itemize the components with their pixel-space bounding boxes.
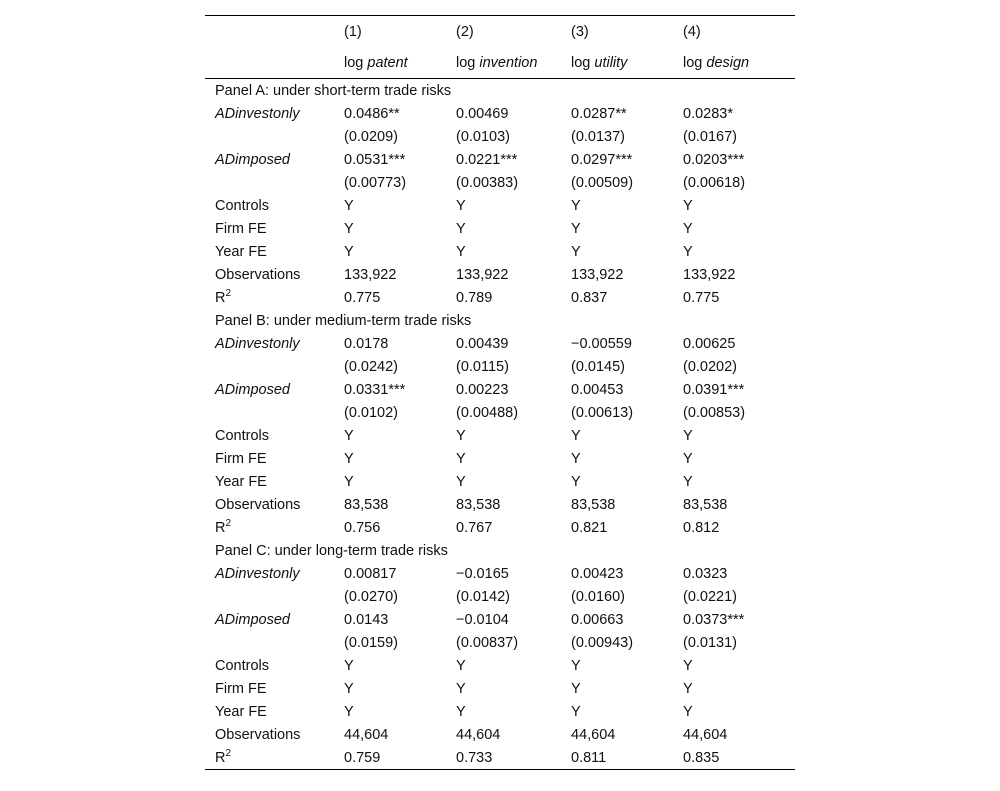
row-label [205,287,344,306]
bottom-rule [205,769,795,770]
r2-superscript: 2 [225,287,232,299]
controls-row [205,194,795,217]
table-cell: 0.00469 [456,105,509,122]
r2-base: R [215,289,226,306]
r-squared-row [205,286,795,309]
adimposed-row [205,378,795,401]
table-cell: 83,538 [456,496,501,513]
table-cell: 0.0178 [344,335,389,352]
table-cell: Y [344,220,354,237]
table-cell: 133,922 [683,266,736,283]
row-label-text: Observations [215,726,301,743]
table-cell: (0.0159) [344,634,399,651]
table-cell: (0.0145) [571,358,626,375]
r2-base: R [215,749,226,766]
row-label-text: ADinvestonly [215,565,300,582]
table-cell: 133,922 [456,266,509,283]
firm-fe-row [205,677,795,700]
table-cell: Y [683,220,693,237]
row-label [205,336,344,352]
adinvestonly-se-row [205,355,795,378]
table-cell: 0.0287** [571,105,627,122]
row-label [205,106,344,122]
row-label [205,428,344,444]
table-cell: Y [683,427,693,444]
table-cell: Y [456,220,466,237]
row-label-text: Firm FE [215,450,267,467]
table-cell: (0.0137) [571,128,626,145]
table-cell: 0.00423 [571,565,624,582]
row-label-text: ADimposed [215,611,290,628]
table-cell: 44,604 [456,726,501,743]
table-cell: Y [456,427,466,444]
table-cell: (0.00383) [456,174,519,191]
table-cell: (0.0209) [344,128,399,145]
table-cell: Y [683,243,693,260]
table-cell: Y [456,243,466,260]
table-cell: Y [683,197,693,214]
table-cell: Y [344,197,354,214]
r-squared-row [205,746,795,769]
table-cell: (0.0270) [344,588,399,605]
row-label-text: Year FE [215,703,267,720]
table-cell: Y [571,657,581,674]
header-depvar: log patent [344,54,408,71]
table-cell: 0.811 [571,749,607,766]
row-label-text: ADinvestonly [215,105,300,122]
table-cell: 0.00625 [683,335,736,352]
controls-row [205,654,795,677]
row-label [205,612,344,628]
table-cell: 0.837 [571,289,608,306]
table-cell: −0.0104 [456,611,509,628]
observations-row [205,723,795,746]
row-label-text: ADimposed [215,151,290,168]
table-cell: (0.00773) [344,174,407,191]
table-cell: (0.00509) [571,174,634,191]
table-cell: 0.821 [571,519,608,536]
row-label [205,681,344,697]
table-cell: 0.789 [456,289,493,306]
row-label [205,198,344,214]
table-cell: Y [344,450,354,467]
table-cell: Y [571,197,581,214]
table-cell: 0.0297*** [571,151,633,168]
row-label-text: Year FE [215,473,267,490]
row-label [205,517,344,536]
table-cell: 0.0221*** [456,151,518,168]
adinvestonly-row [205,102,795,125]
header-depvar: log invention [456,54,538,71]
firm-fe-row [205,217,795,240]
row-label [205,658,344,674]
adinvestonly-row [205,332,795,355]
table-cell: 0.775 [683,289,720,306]
adinvestonly-se-row [205,585,795,608]
table-cell: 0.0486** [344,105,400,122]
firm-fe-row [205,447,795,470]
table-cell: 0.0391*** [683,381,745,398]
panel-title-row [205,539,795,562]
table-cell: 133,922 [571,266,624,283]
table-cell: 0.775 [344,289,381,306]
row-label-text: Controls [215,657,269,674]
table-cell: 44,604 [344,726,389,743]
table-cell: (0.0221) [683,588,738,605]
header-col-number: (2) [456,23,474,40]
row-label [205,704,344,720]
table-cell: (0.0142) [456,588,511,605]
header-depvar: log design [683,54,750,71]
controls-row [205,424,795,447]
table-cell: (0.0167) [683,128,738,145]
table-cell: 0.756 [344,519,381,536]
table-cell: 0.0323 [683,565,728,582]
table-cell: −0.0165 [456,565,509,582]
adimposed-se-row [205,631,795,654]
row-label-text: ADimposed [215,381,290,398]
header-col-number: (3) [571,23,589,40]
r2-superscript: 2 [225,747,232,759]
row-label [205,474,344,490]
table-cell: Y [344,680,354,697]
table-cell: 0.00817 [344,565,397,582]
table-cell: 0.759 [344,749,381,766]
table-cell: 44,604 [683,726,728,743]
row-label-text: Observations [215,496,301,513]
table-cell: 0.0331*** [344,381,406,398]
table-cell: (0.00853) [683,404,746,421]
table-cell: 0.812 [683,519,720,536]
row-label [205,451,344,467]
table-cell: Y [571,427,581,444]
row-label [205,267,344,283]
r-squared-row [205,516,795,539]
table-cell: Y [344,427,354,444]
table-cell: (0.0160) [571,588,626,605]
table-cell: (0.00613) [571,404,634,421]
table-cell: Y [571,680,581,697]
table-cell: 83,538 [344,496,389,513]
table-cell: 0.767 [456,519,493,536]
observations-row [205,263,795,286]
adimposed-se-row [205,401,795,424]
header-col-number: (4) [683,23,701,40]
table-cell: 0.0373*** [683,611,745,628]
adinvestonly-se-row [205,125,795,148]
r2-superscript: 2 [225,517,232,529]
table-cell: Y [571,450,581,467]
table-cell: Y [456,197,466,214]
table-cell: (0.00837) [456,634,519,651]
table-cell: (0.00618) [683,174,746,191]
table-cell: Y [683,703,693,720]
table-cell: 0.835 [683,749,720,766]
observations-row [205,493,795,516]
table-cell: 0.733 [456,749,493,766]
table-cell: Y [344,703,354,720]
adimposed-se-row [205,171,795,194]
table-cell: Y [456,703,466,720]
table-cell: (0.0102) [344,404,399,421]
header-col-number: (1) [344,23,362,40]
row-label-text: Firm FE [215,220,267,237]
table-cell: 0.00439 [456,335,509,352]
header-depvar: log utility [571,54,628,71]
panel-title-row [205,309,795,332]
table-header [205,16,795,78]
table-cell: Y [571,473,581,490]
table-cell: 83,538 [683,496,728,513]
row-label-text: Firm FE [215,680,267,697]
table-cell: Y [571,220,581,237]
regression-table [205,15,795,770]
table-cell: 0.0203*** [683,151,745,168]
row-label-text: Year FE [215,243,267,260]
table-cell: Y [683,473,693,490]
table-cell: (0.00488) [456,404,519,421]
row-label-text: Controls [215,427,269,444]
row-label [205,497,344,513]
panel-title-row [205,79,795,102]
table-cell: Y [344,473,354,490]
table-cell: Y [456,450,466,467]
table-cell: Y [344,657,354,674]
table-cell: 0.0143 [344,611,389,628]
table-cell: Y [456,657,466,674]
row-label [205,244,344,260]
year-fe-row [205,470,795,493]
row-label [205,152,344,168]
table-cell: Y [683,450,693,467]
panel-title: Panel A: under short-term trade risks [215,82,452,99]
row-label [205,727,344,743]
table-cell: (0.0202) [683,358,738,375]
table-cell: (0.0242) [344,358,399,375]
adimposed-row [205,148,795,171]
header-depvar-row [205,47,795,78]
table-cell: −0.00559 [571,335,632,352]
adinvestonly-row [205,562,795,585]
table-cell: (0.0115) [456,358,509,375]
table-cell: Y [571,243,581,260]
row-label [205,566,344,582]
row-label-text: ADinvestonly [215,335,300,352]
table-cell: Y [683,680,693,697]
row-label [205,221,344,237]
table-cell: 0.00663 [571,611,624,628]
table-cell: 0.00453 [571,381,624,398]
table-cell: Y [571,703,581,720]
panel-title: Panel C: under long-term trade risks [215,542,448,559]
table-cell: 83,538 [571,496,616,513]
adimposed-row [205,608,795,631]
panel-title: Panel B: under medium-term trade risks [215,312,472,329]
row-label-text: Observations [215,266,301,283]
table-cell: Y [456,680,466,697]
table-cell: 133,922 [344,266,397,283]
table-cell: Y [683,657,693,674]
row-label [205,747,344,766]
table-cell: 0.0283* [683,105,733,122]
table-cell: (0.0103) [456,128,511,145]
table-cell: (0.00943) [571,634,634,651]
table-cell: Y [344,243,354,260]
year-fe-row [205,240,795,263]
table-cell: (0.0131) [683,634,738,651]
year-fe-row [205,700,795,723]
row-label-text: Controls [215,197,269,214]
table-body [205,79,795,769]
table-cell: 0.0531*** [344,151,406,168]
table-cell: 44,604 [571,726,616,743]
header-numbers-row [205,16,795,47]
table-cell: 0.00223 [456,381,509,398]
r2-base: R [215,519,226,536]
row-label [205,382,344,398]
table-cell: Y [456,473,466,490]
